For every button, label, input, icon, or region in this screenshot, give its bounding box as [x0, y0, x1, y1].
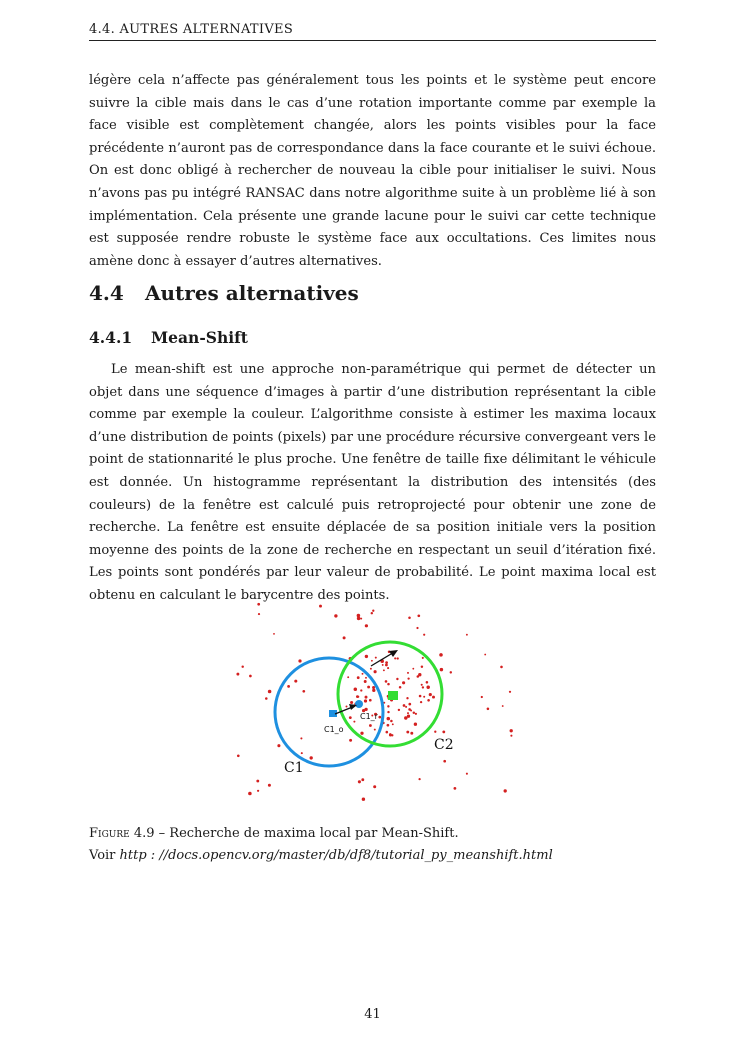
data-point	[383, 669, 385, 671]
data-point	[319, 605, 322, 608]
page-number: 41	[364, 1007, 381, 1022]
figure-caption	[89, 826, 689, 841]
data-point	[416, 627, 418, 629]
data-point	[372, 689, 375, 692]
data-point	[397, 657, 399, 659]
caption-url: http : //docs.opencv.org/master/db/df8/tutorial_py_meanshift.html	[119, 848, 553, 863]
data-point	[410, 710, 412, 712]
center-c1-moved	[355, 700, 363, 708]
data-point	[426, 681, 429, 684]
data-point	[248, 792, 252, 796]
data-point	[386, 731, 389, 734]
data-point	[257, 603, 260, 606]
shift-arrow-2-head	[389, 650, 398, 657]
data-point	[418, 778, 420, 780]
data-point	[481, 696, 483, 698]
data-point	[390, 720, 393, 723]
data-point	[302, 690, 305, 693]
data-point	[407, 677, 409, 679]
data-point	[358, 780, 361, 783]
data-point	[418, 673, 421, 676]
data-point	[236, 673, 239, 676]
data-point	[367, 686, 370, 689]
center-c2	[388, 691, 398, 700]
data-point	[407, 712, 409, 714]
data-point	[372, 686, 375, 689]
intro-paragraph: légère cela n’affecte pas généralement tous les points et le système peut encore suivre la cible mais dans le cas d’une rotation importante comme par exemple la face visible est complètement changée, alors les points visibles pour la face précédente n’auront pas de correspondance dans la face courante et le suivi échoue. On est donc obligé à rechercher de nouveau la cible pour initialiser le suivi. Nous n’avons pas pu intégré RANSAC dans notre algorithme suite à un problème lié à son implémentation. Cela présente une grande lacune pour le suivi car cette technique est supposée rendre robuste le système face aux occultations. Ces limites nous amène donc à essayer d’autres alternatives.	[89, 73, 656, 269]
data-point	[268, 690, 272, 694]
data-point	[382, 664, 384, 666]
data-point	[403, 704, 406, 707]
data-point	[484, 654, 486, 656]
data-point	[510, 735, 512, 737]
data-point	[419, 695, 422, 698]
data-point	[399, 686, 402, 689]
data-point	[406, 731, 409, 734]
data-point	[392, 723, 394, 725]
caption-separator: –	[154, 826, 170, 841]
data-point	[423, 634, 425, 636]
data-point	[294, 680, 297, 683]
data-point	[442, 731, 445, 734]
data-point	[404, 716, 407, 719]
data-point	[421, 666, 423, 668]
data-point	[298, 659, 301, 662]
data-point	[487, 708, 490, 711]
data-point	[364, 699, 367, 702]
figure-caption-source	[89, 848, 689, 863]
data-point	[389, 734, 392, 737]
caption-label: Figure 4.9	[89, 826, 155, 841]
data-point	[365, 696, 368, 699]
data-point	[265, 697, 268, 700]
data-point	[415, 713, 417, 715]
data-point	[423, 696, 425, 698]
subsection-heading	[89, 328, 248, 347]
data-point	[504, 789, 507, 792]
data-point	[422, 686, 424, 688]
data-point	[365, 624, 368, 627]
data-point	[385, 680, 388, 683]
data-point	[362, 798, 365, 801]
data-point	[398, 709, 400, 711]
data-point	[394, 657, 396, 659]
data-point	[429, 693, 432, 696]
data-point	[405, 706, 407, 708]
data-point	[378, 716, 381, 719]
data-point	[466, 634, 468, 636]
data-point	[364, 680, 367, 683]
subsection-number: 4.4.1	[89, 328, 133, 347]
data-point	[346, 706, 348, 708]
data-point	[371, 660, 373, 662]
data-point	[412, 668, 414, 670]
subsection-title: Mean-Shift	[151, 328, 248, 347]
data-point	[357, 676, 360, 679]
mean-shift-diagram	[230, 596, 520, 810]
data-point	[421, 684, 423, 686]
data-point	[301, 752, 303, 754]
data-point	[440, 668, 443, 671]
label-c1: C1	[284, 760, 304, 776]
data-point	[249, 675, 252, 678]
data-point	[387, 667, 389, 669]
data-point	[347, 676, 349, 678]
data-point	[406, 697, 408, 699]
data-point	[349, 716, 352, 719]
data-point	[466, 773, 468, 775]
data-point	[385, 661, 388, 664]
data-point	[434, 731, 436, 733]
data-point	[502, 705, 504, 707]
section-number: 4.4	[89, 281, 124, 305]
data-point	[410, 732, 413, 735]
data-point	[417, 614, 420, 617]
data-point	[387, 724, 390, 727]
data-point	[374, 670, 377, 673]
data-point	[500, 666, 503, 669]
data-point	[268, 784, 271, 787]
caption-text: Recherche de maxima local par Mean-Shift.	[169, 826, 459, 841]
data-point	[454, 787, 457, 790]
data-point	[350, 701, 353, 704]
data-point	[353, 721, 355, 723]
data-point	[372, 610, 374, 612]
label-c1-o: C1_o	[324, 725, 344, 734]
data-point	[365, 655, 368, 658]
section-title: Autres alternatives	[145, 281, 359, 305]
data-point	[432, 696, 435, 699]
data-point	[422, 657, 424, 659]
data-point	[360, 732, 363, 735]
data-point	[369, 699, 372, 702]
data-point	[256, 780, 259, 783]
data-point	[374, 729, 376, 731]
data-point	[258, 613, 260, 615]
data-point	[420, 701, 422, 703]
data-point	[356, 695, 359, 698]
data-point	[387, 717, 391, 721]
data-point	[334, 614, 337, 617]
mean-shift-figure	[230, 596, 520, 810]
running-header: 4.4. AUTRES ALTERNATIVES	[89, 22, 656, 41]
data-point	[300, 737, 302, 739]
caption-see-prefix: Voir	[89, 848, 120, 863]
data-point	[371, 612, 373, 614]
data-point	[273, 633, 275, 635]
data-point	[343, 636, 346, 639]
data-point	[287, 685, 290, 688]
data-point	[402, 681, 405, 684]
data-point	[349, 739, 352, 742]
data-point	[357, 614, 361, 618]
data-point	[396, 678, 398, 680]
label-c1-r: C1_r	[360, 712, 378, 721]
data-point	[241, 665, 243, 667]
data-point	[360, 689, 362, 691]
point-cloud	[236, 603, 512, 801]
data-point	[439, 653, 443, 657]
data-point	[257, 790, 259, 792]
data-point	[373, 785, 376, 788]
data-point	[387, 705, 389, 707]
data-point	[365, 677, 367, 679]
data-point	[387, 711, 389, 713]
data-point	[509, 691, 511, 693]
shift-arrow-1-head	[349, 704, 357, 710]
data-point	[413, 711, 415, 713]
label-c2: C2	[434, 737, 454, 753]
data-point	[277, 744, 280, 747]
data-point	[310, 756, 313, 759]
data-point	[408, 703, 411, 706]
data-point	[510, 729, 513, 732]
data-point	[450, 671, 452, 673]
data-point	[408, 617, 411, 620]
data-point	[369, 724, 372, 727]
data-point	[385, 664, 388, 667]
data-point	[375, 657, 377, 659]
data-point	[360, 618, 362, 620]
data-point	[407, 672, 409, 674]
data-point	[362, 673, 364, 675]
data-point	[443, 760, 446, 763]
section-heading	[89, 281, 359, 305]
data-point	[354, 687, 358, 691]
data-point	[414, 723, 417, 726]
data-point	[237, 754, 240, 757]
data-point	[427, 699, 430, 702]
data-point	[370, 668, 372, 670]
data-point	[426, 686, 429, 689]
data-point	[387, 683, 390, 686]
data-point	[361, 778, 364, 781]
mean-shift-paragraph: Le mean-shift est une approche non-paramétrique qui permet de détecter un objet dans une séquence d’images à partir d’une distribution représentant la cible comme par exemple la couleur. L’algorithme consiste à estimer les maxima locaux d’une distribution de points (pixels) par une procédure récursive convergeant vers le point de stationnarité le plus proche. Une fenêtre de taille fixe délimitant le véhicule est donnée. Un histogramme représentant la distribution des intensités (des couleurs) de la fenêtre est calculé puis retroprojecté pour obtenir une zone de recherche. La fenêtre est ensuite déplacée de sa position initiale vers la position moyenne des points de la zone de recherche en respectant un seuil d’itération fixé. Les points sont pondérés par leur valeur de probabilité. Le point maxima local est obtenu en calculant le barycentre des points.	[89, 362, 656, 603]
